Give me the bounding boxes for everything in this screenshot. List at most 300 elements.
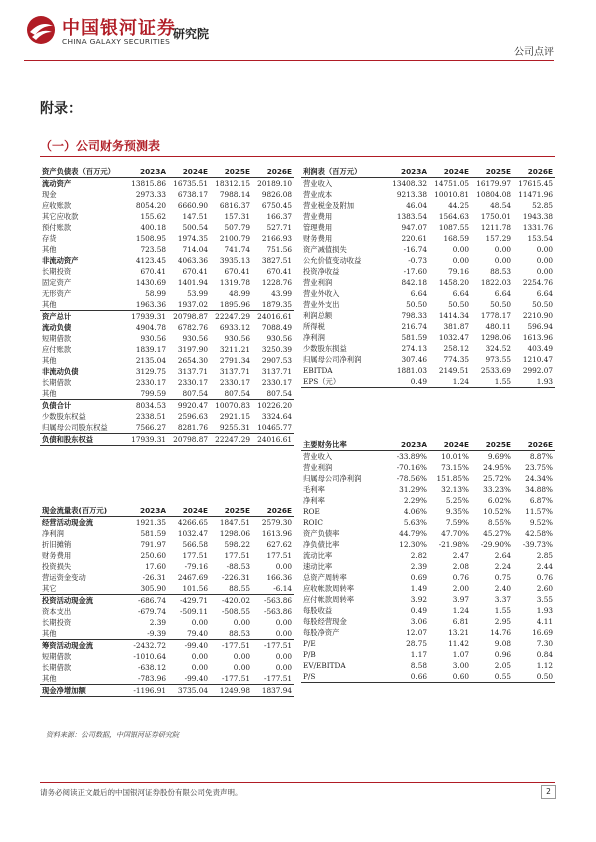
value-cell: 1383.54	[396, 212, 427, 221]
value-cell: 8034.53	[135, 401, 166, 410]
brand-name-cn: 中国银河证券	[62, 18, 176, 39]
table-row	[301, 660, 555, 671]
row-label: 营业税金及附加	[303, 201, 355, 210]
report-type-label: 公司点评	[514, 47, 554, 58]
year-header-cell: 2023A	[387, 439, 429, 451]
row-label: P/B	[303, 650, 316, 659]
row-label: 短期借款	[42, 652, 72, 661]
table-row	[301, 484, 555, 495]
value-cell: 31.29%	[399, 485, 427, 494]
row-label: 其他	[40, 299, 126, 311]
value-cell: 46.04	[406, 201, 427, 210]
table-row	[301, 671, 555, 683]
value-cell: 17939.31	[131, 312, 166, 321]
value-cell: 168.59	[443, 234, 469, 243]
value-cell: -177.51	[252, 673, 294, 685]
table-row	[301, 365, 555, 376]
value-cell: 0.66	[387, 671, 429, 683]
value-cell: 0.49	[387, 376, 429, 388]
table-row	[301, 299, 555, 310]
value-cell: 1298.06	[219, 529, 250, 538]
row-label: 营业收入	[303, 452, 333, 461]
value-cell: 24.34%	[525, 474, 553, 483]
table-row	[301, 233, 555, 244]
row-label: 所得税	[303, 322, 325, 331]
row-label: 长期借款	[42, 663, 72, 672]
value-cell: -638.12	[138, 663, 166, 672]
table-row	[40, 685, 294, 697]
value-cell: 842.18	[401, 278, 427, 287]
value-cell: 2.95	[494, 617, 511, 626]
value-cell: 1087.55	[438, 223, 469, 232]
value-cell: 2330.17	[261, 378, 292, 387]
value-cell: 1837.94	[252, 685, 294, 697]
value-cell: 88.55	[210, 583, 252, 595]
value-cell: 1564.63	[438, 212, 469, 221]
value-cell: 2.05	[494, 661, 511, 670]
value-cell: 791.97	[140, 540, 166, 549]
value-cell: 0.75	[494, 573, 511, 582]
value-cell: 12.30%	[399, 540, 427, 549]
table-header-row	[301, 439, 555, 451]
value-cell: 177.51	[266, 551, 292, 560]
table-row	[301, 288, 555, 299]
value-cell: 1.12	[536, 661, 553, 670]
institute-label: 研究院	[173, 27, 210, 41]
value-cell: 2100.79	[219, 234, 250, 243]
value-cell: 0.50	[513, 671, 555, 683]
row-label: 应收帐款周转率	[303, 584, 355, 593]
value-cell: 0.96	[494, 650, 511, 659]
value-cell: 3935.13	[219, 256, 250, 265]
table-title-cell: 现金流量表(百万元)	[40, 505, 126, 517]
value-cell: 157.29	[485, 234, 511, 243]
value-cell: 403.49	[527, 344, 553, 353]
value-cell: 774.35	[443, 355, 469, 364]
value-cell: -99.40	[184, 641, 208, 650]
table-row	[301, 343, 555, 354]
value-cell: 2907.53	[261, 356, 292, 365]
value-cell: 0.00	[275, 562, 292, 571]
table-row	[301, 200, 555, 211]
value-cell: 930.56	[266, 334, 292, 343]
value-cell: 2.40	[494, 584, 511, 593]
value-cell: 2579.30	[261, 518, 292, 527]
value-cell: 507.79	[224, 223, 250, 232]
row-label: 财务费用	[42, 551, 72, 560]
value-cell: 307.46	[401, 355, 427, 364]
value-cell: 4123.45	[135, 256, 166, 265]
value-cell: 7088.49	[261, 323, 292, 332]
value-cell: 13.21	[448, 628, 469, 637]
value-cell: 4266.65	[177, 518, 208, 527]
value-cell: 2338.51	[135, 412, 166, 421]
table-row	[301, 616, 555, 627]
value-cell: 3137.71	[219, 367, 250, 376]
appendix-title: 附录：	[40, 101, 82, 117]
row-label: 非流动资产	[42, 256, 79, 265]
value-cell: 807.54	[252, 388, 294, 400]
row-label: 流动资产	[42, 179, 72, 188]
value-cell: 13815.86	[131, 179, 166, 188]
value-cell: 670.41	[182, 267, 208, 276]
section-divider	[40, 156, 555, 157]
value-cell: 799.59	[126, 388, 168, 400]
row-label: 净利润	[303, 333, 325, 342]
value-cell: 0.00	[191, 652, 208, 661]
value-cell: -686.74	[138, 596, 166, 605]
value-cell: 3.06	[410, 617, 427, 626]
table-row	[40, 266, 294, 277]
value-cell: 1.24	[429, 376, 471, 388]
table-row	[40, 640, 294, 652]
value-cell: 10070.83	[215, 401, 250, 410]
value-cell: 2533.69	[480, 366, 511, 375]
row-label: 长期投资	[42, 618, 72, 627]
value-cell: -70.16%	[396, 463, 427, 472]
value-cell: 1.93	[536, 606, 553, 615]
value-cell: 1.93	[513, 376, 555, 388]
value-cell: 79.40	[168, 628, 210, 640]
value-cell: 1.17	[410, 650, 427, 659]
row-label: 归属母公司净利润	[303, 355, 362, 364]
value-cell: 8054.20	[135, 201, 166, 210]
value-cell: 16.69	[532, 628, 553, 637]
value-cell: -16.74	[403, 245, 427, 254]
value-cell: 9.08	[494, 639, 511, 648]
year-header-cell: 2024E	[429, 166, 471, 178]
value-cell: 3.97	[452, 595, 469, 604]
table-row	[40, 189, 294, 200]
value-cell: 930.56	[182, 334, 208, 343]
value-cell: 43.99	[271, 289, 292, 298]
value-cell: 25.72%	[483, 474, 511, 483]
year-header-cell: 2024E	[429, 439, 471, 451]
value-cell: 2791.34	[219, 356, 250, 365]
value-cell: 6816.37	[219, 201, 250, 210]
row-label: 净负债比率	[303, 540, 340, 549]
value-cell: 1401.94	[177, 278, 208, 287]
value-cell: 1895.96	[210, 299, 252, 311]
row-label: 毛利率	[303, 485, 325, 494]
table-title-cell: 利润表（百万元）	[301, 166, 387, 178]
brand-name-en: CHINA GALAXY SECURITIES	[62, 37, 171, 46]
value-cell: 20798.87	[173, 312, 208, 321]
value-cell: 0.76	[536, 573, 553, 582]
value-cell: -420.02	[222, 596, 250, 605]
value-cell: 2.24	[494, 562, 511, 571]
value-cell: 670.41	[224, 267, 250, 276]
year-header-cell: 2024E	[168, 166, 210, 178]
value-cell: 0.00	[275, 663, 292, 672]
value-cell: 22247.29	[215, 312, 250, 321]
cash-flow-table	[40, 505, 294, 697]
value-cell: 1331.76	[522, 223, 553, 232]
table-row	[301, 638, 555, 649]
value-cell: 1.07	[452, 650, 469, 659]
row-label: EV/EBITDA	[303, 661, 346, 670]
row-label: P/S	[301, 671, 387, 683]
row-label: ROIC	[303, 518, 323, 527]
value-cell: 0.00	[233, 618, 250, 627]
value-cell: 1210.47	[522, 355, 553, 364]
table-row	[301, 376, 555, 388]
row-label: 无形资产	[42, 289, 72, 298]
value-cell: -88.53	[226, 562, 250, 571]
value-cell: 930.56	[140, 334, 166, 343]
value-cell: 400.18	[140, 223, 166, 232]
value-cell: 1921.35	[135, 518, 166, 527]
value-cell: 2992.07	[522, 366, 553, 375]
row-label: 财务费用	[303, 234, 333, 243]
value-cell: -33.89%	[396, 452, 427, 461]
row-label: 应付账款	[42, 345, 72, 354]
row-label: 投资活动现金流	[42, 596, 94, 605]
value-cell: 151.85%	[436, 474, 469, 483]
value-cell: 714.04	[182, 245, 208, 254]
table-row	[40, 628, 294, 640]
value-cell: 0.00	[191, 663, 208, 672]
value-cell: 3.92	[410, 595, 427, 604]
value-cell: 1778.17	[480, 311, 511, 320]
income-statement-table	[301, 166, 555, 388]
value-cell: 723.58	[140, 245, 166, 254]
value-cell: -783.96	[126, 673, 168, 685]
value-cell: 48.54	[490, 201, 511, 210]
table-row	[301, 277, 555, 288]
value-cell: 0.00	[494, 245, 511, 254]
table-row	[40, 377, 294, 388]
value-cell: -177.51	[222, 641, 250, 650]
value-cell: 6.02%	[487, 496, 511, 505]
value-cell: -679.74	[138, 607, 166, 616]
value-cell: 0.00	[191, 618, 208, 627]
value-cell: 670.41	[140, 267, 166, 276]
row-label: 少数股东损益	[303, 344, 347, 353]
value-cell: 44.25	[448, 201, 469, 210]
table-row	[40, 200, 294, 211]
value-cell: 0.00	[233, 663, 250, 672]
value-cell: 1249.98	[210, 685, 252, 697]
table-row	[301, 517, 555, 528]
value-cell: -508.55	[222, 607, 250, 616]
value-cell: -6.14	[252, 583, 294, 595]
table-row	[40, 583, 294, 595]
year-header-cell: 2026E	[252, 166, 294, 178]
page-header	[0, 0, 596, 62]
table-row	[40, 255, 294, 266]
table-row	[301, 222, 555, 233]
value-cell: 598.22	[224, 540, 250, 549]
table-row	[301, 627, 555, 638]
row-label: 存货	[42, 234, 57, 243]
value-cell: 798.33	[401, 311, 427, 320]
value-cell: 10010.81	[434, 190, 469, 199]
value-cell: 24016.61	[252, 434, 294, 446]
value-cell: 101.56	[168, 583, 210, 595]
table-row	[301, 244, 555, 255]
value-cell: 2330.17	[135, 378, 166, 387]
value-cell: 11471.96	[518, 190, 553, 199]
value-cell: 2.08	[452, 562, 469, 571]
value-cell: 1.55	[471, 376, 513, 388]
table-row	[40, 606, 294, 617]
table-row	[301, 332, 555, 343]
value-cell: 2.29%	[403, 496, 427, 505]
value-cell: 10.52%	[483, 507, 511, 516]
row-label: 资产负债率	[303, 529, 340, 538]
value-cell: 6782.76	[177, 323, 208, 332]
value-cell: 305.90	[126, 583, 168, 595]
year-header-cell: 2023A	[126, 166, 168, 178]
row-label: 投资净收益	[303, 267, 340, 276]
value-cell: 11.57%	[525, 507, 553, 516]
value-cell: 0.60	[429, 671, 471, 683]
value-cell: 2.82	[410, 551, 427, 560]
value-cell: 10226.20	[257, 401, 292, 410]
value-cell: 1963.36	[126, 299, 168, 311]
row-label: 其他	[42, 245, 57, 254]
table-header-row	[40, 505, 294, 517]
value-cell: 6.64	[452, 289, 469, 298]
financial-ratios-table	[301, 439, 555, 683]
table-row	[301, 594, 555, 605]
value-cell: 1.55	[494, 606, 511, 615]
table-row	[301, 583, 555, 594]
table-row	[40, 539, 294, 550]
value-cell: -39.73%	[522, 540, 553, 549]
row-label: 长期投资	[42, 267, 72, 276]
value-cell: 8281.76	[168, 422, 210, 434]
table-row	[301, 528, 555, 539]
value-cell: 2921.15	[219, 412, 250, 421]
value-cell: 88.53	[210, 628, 252, 640]
table-row	[40, 617, 294, 628]
value-cell: 3735.04	[168, 685, 210, 697]
row-label: 每股经营现金	[303, 617, 347, 626]
value-cell: 50.50	[490, 300, 511, 309]
row-label: 负债合计	[42, 401, 72, 410]
value-cell: 6.81	[452, 617, 469, 626]
table-row	[301, 495, 555, 506]
value-cell: 23.75%	[525, 463, 553, 472]
table-row	[301, 539, 555, 550]
value-cell: 596.94	[527, 322, 553, 331]
value-cell: 0.00	[252, 628, 294, 640]
table-row	[40, 550, 294, 561]
value-cell: 153.54	[527, 234, 553, 243]
value-cell: 58.99	[145, 289, 166, 298]
value-cell: 1879.35	[252, 299, 294, 311]
row-label: 其他	[42, 356, 57, 365]
value-cell: 3324.64	[261, 412, 292, 421]
value-cell: 2.00	[452, 584, 469, 593]
value-cell: 0.00	[536, 245, 553, 254]
value-cell: 1508.95	[135, 234, 166, 243]
value-cell: 4.11	[536, 617, 553, 626]
value-cell: 930.56	[224, 334, 250, 343]
value-cell: 4904.78	[135, 323, 166, 332]
row-label: 筹资活动现金流	[42, 641, 94, 650]
value-cell: 5.25%	[445, 496, 469, 505]
table-row	[301, 310, 555, 321]
value-cell: 1430.69	[135, 278, 166, 287]
value-cell: 24.95%	[483, 463, 511, 472]
value-cell: 3827.51	[261, 256, 292, 265]
value-cell: 6933.12	[219, 323, 250, 332]
value-cell: 24016.61	[257, 312, 292, 321]
value-cell: 1.24	[452, 606, 469, 615]
value-cell: 2166.93	[261, 234, 292, 243]
value-cell: -79.16	[184, 562, 208, 571]
value-cell: 2.47	[452, 551, 469, 560]
value-cell: 20798.87	[168, 434, 210, 446]
value-cell: 0.00	[536, 267, 553, 276]
value-cell: 2.60	[536, 584, 553, 593]
value-cell: 12.07	[406, 628, 427, 637]
value-cell: 1839.17	[135, 345, 166, 354]
value-cell: 0.69	[410, 573, 427, 582]
value-cell: 807.54	[168, 388, 210, 400]
value-cell: 1211.78	[480, 223, 511, 232]
value-cell: 3.00	[452, 661, 469, 670]
value-cell: 0.00	[452, 245, 469, 254]
value-cell: 751.56	[266, 245, 292, 254]
row-label: 每股收益	[303, 606, 333, 615]
value-cell: 2.64	[494, 551, 511, 560]
value-cell: 1032.47	[438, 333, 469, 342]
table-row	[40, 561, 294, 572]
value-cell: 3197.90	[177, 345, 208, 354]
value-cell: -2432.72	[133, 641, 166, 650]
row-label: 利润总额	[303, 311, 333, 320]
year-header-cell: 2025E	[471, 439, 513, 451]
row-label: 资产总计	[42, 312, 72, 321]
value-cell: 3250.39	[261, 345, 292, 354]
row-label: 营业费用	[303, 212, 333, 221]
table-row	[301, 178, 555, 190]
value-cell: 8.55%	[487, 518, 511, 527]
value-cell: 10804.08	[476, 190, 511, 199]
value-cell: 166.37	[266, 212, 292, 221]
value-cell: 1298.06	[480, 333, 511, 342]
value-cell: 3137.71	[261, 367, 292, 376]
table-row	[301, 649, 555, 660]
value-cell: 50.50	[448, 300, 469, 309]
table-row	[40, 222, 294, 233]
table-row	[301, 462, 555, 473]
value-cell: 1458.20	[438, 278, 469, 287]
value-cell: 6.64	[410, 289, 427, 298]
table-row	[301, 605, 555, 616]
value-cell: 7566.27	[126, 422, 168, 434]
value-cell: 48.99	[229, 289, 250, 298]
value-cell: 2.39	[410, 562, 427, 571]
value-cell: 670.41	[266, 267, 292, 276]
value-cell: -509.11	[180, 607, 208, 616]
value-cell: 73.15%	[441, 463, 469, 472]
row-label: 其它应收款	[42, 212, 79, 221]
value-cell: 9.69%	[487, 452, 511, 461]
value-cell: 6.87%	[529, 496, 553, 505]
row-label: 资产减值损失	[303, 245, 347, 254]
value-cell: 1750.01	[480, 212, 511, 221]
value-cell: 1.49	[410, 584, 427, 593]
table-row	[301, 255, 555, 266]
source-note: 资料来源：公司数据，中国银河证券研究院	[46, 731, 179, 739]
value-cell: 1822.03	[480, 278, 511, 287]
value-cell: 50.50	[532, 300, 553, 309]
